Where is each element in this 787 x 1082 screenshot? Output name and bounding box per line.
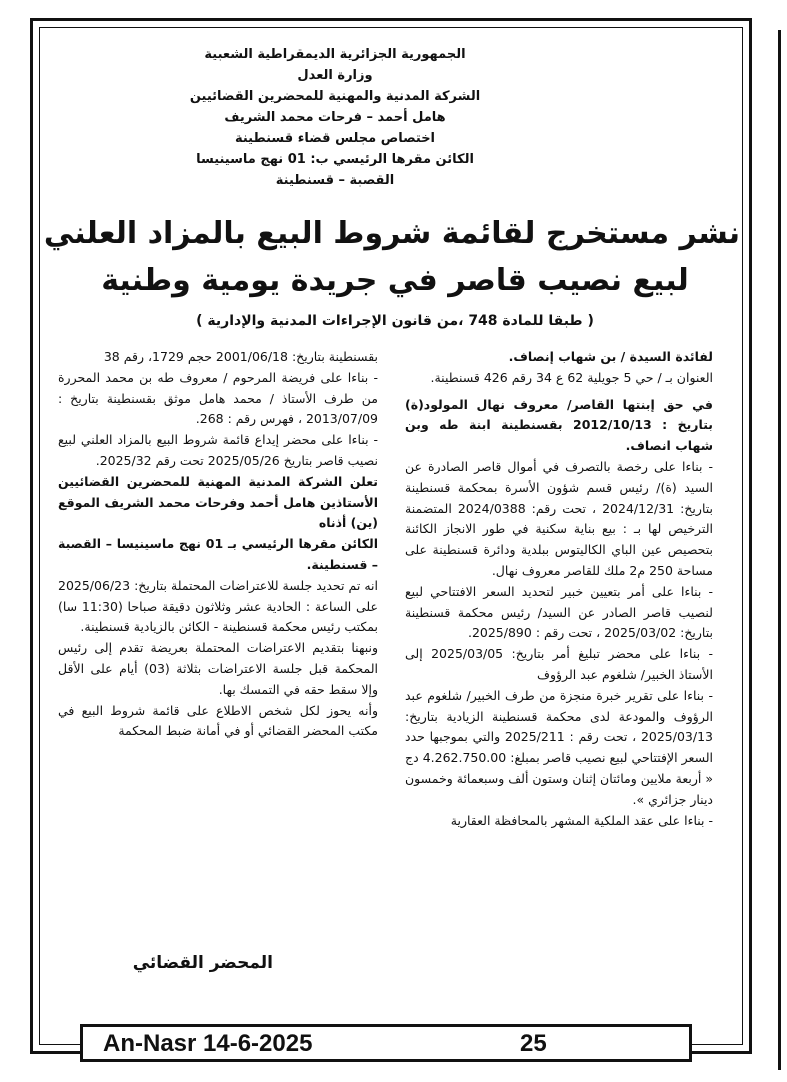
paragraph: - بناءا على فريضة المرحوم / معروف طه بن محمد المحررة من طرف الأستاذ / محمد هامل موثق بقسنطينة بتاريخ : 2013/07/09 ، فهرس رقم : 268. [58, 369, 378, 427]
paragraph: - بناءا على أمر بتعيين خبير لتحديد السعر الافتتاحي لبيع لنصيب قاصر الصادر عن السيد/ رئيس محكمة قسنطينة بتاريخ: 2025/03/02 ، تحت رقم : 2025/890. [405, 583, 713, 641]
paragraph: الكائن مقرها الرئيسي بـ 01 نهج ماسينيسا – القصبة – قسنطينة. [58, 536, 378, 572]
paragraph: - بناءا على عقد الملكية المشهر بالمحافظة العقارية [450, 812, 713, 828]
paragraph: - بناءا على رخصة بالتصرف في أموال قاصر الصادرة عن السيد (ة)/ رئيس قسم شؤون الأسرة بمحكمة قسنطينة بتاريخ: 2024/12/31 ، تحت رقم: 2024/0388 المتضمنة الترخيص لها بـ : بيع بناية سكنية في طور الانجاز الكائنة بتحصيص عين الباي الكاليتوس ببلدية ودائرة قسنطينة على مساحة 250 م2 ملك للقاصر معروف نهال. [405, 458, 713, 578]
paragraph: - بناءا على محضر تبليغ أمر بتاريخ: 2025/03/05 إلى الأستاذ الخبير/ شلغوم عبد الرؤوف [405, 646, 713, 682]
page-footer [80, 1024, 692, 1062]
paragraph: - بناءا على محضر إيداع قائمة شروط البيع بالمزاد العلني لبيع نصيب قاصر بتاريخ 2025/05/26 تحت رقم 2025/32. [58, 432, 378, 468]
adjacent-column-edge [778, 30, 787, 1070]
paragraph: ونبهنا بتقديم الاعتراضات المحتملة بعريضة تقدم إلى رئيس المحكمة قبل جلسة الاعتراضات بثلاثة (03) أيام على الأقل وإلا سقط حقه في التمسك بها. [58, 640, 378, 697]
letterhead-line: وزارة العدل [297, 68, 373, 83]
right-text-column [405, 347, 713, 831]
page-number: 25 [520, 1030, 547, 1057]
paragraph: تعلن الشركة المدنية المهنية للمحضرين القضائيين الأستاذين هامل أحمد وفرحات محمد الشريف الموقع (ين) أذناه [58, 473, 378, 531]
paragraph: العنوان بـ / حي 5 جويلية 62 ع 34 رقم 426 قسنطينة. [430, 369, 713, 385]
paragraph: انه تم تحديد جلسة للاعتراضات المحتملة بتاريخ: 2025/06/23 على الساعة : الحادية عشر وثلاثون دقيقة صباحا (11:30 سا) بمكتب رئيس محكمة قسنطينة - الكائن بالزيادية قسنطينة. [58, 577, 378, 635]
letterhead-line: الجمهورية الجزائرية الديمقراطية الشعبية [204, 47, 466, 62]
title-line-1: نشر مستخرج لقائمة شروط البيع بالمزاد العلني [43, 216, 740, 251]
bailiff-signature: المحضر القضائي [132, 953, 273, 973]
letterhead-line: اختصاص مجلس قضاء قسنطينة [234, 131, 436, 146]
title-legal-reference: ( طبقا للمادة 748 ،من قانون الإجراءات المدنية والإدارية ) [196, 313, 594, 329]
left-text-column [58, 347, 378, 742]
letterhead-line: القصبة – قسنطينة [275, 173, 395, 188]
letterhead-line: هامل أحمد – فرحات محمد الشريف [224, 110, 446, 125]
title-line-2: لبيع نصيب قاصر في جريدة يومية وطنية [101, 263, 689, 298]
newspaper-date: An-Nasr 14-6-2025 [103, 1030, 313, 1057]
paragraph: وأنه يحوز لكل شخص الاطلاع على قائمة شروط البيع في مكتب المحضر القضائي أو في أمانة ضبط المحكمة [58, 702, 378, 739]
letterhead-line: الكائن مقرها الرئيسي ب: 01 نهج ماسينيسا [196, 152, 474, 167]
paragraph: لفائدة السيدة / بن شهاب إنصاف. [508, 349, 713, 364]
paragraph: في حق إبنتها القاصر/ معروف نهال المولود(ة) بتاريخ : 2012/10/13 بقسنطينة ابنة طه وبن شهاب انصاف. [405, 396, 713, 454]
paragraph: - بناءا على تقرير خبرة منجزة من طرف الخبير/ شلغوم عبد الرؤوف والمودعة لدى محكمة قسنطينة الزيادية بتاريخ: 2025/03/13 ، تحت رقم : 2025/211 والتي بموجبها حدد السعر الإفتتاحي لبيع نصيب قاصر بمبلغ: 4.262.750.00 دج « أربعة ملايين ومائتان إثنان وستون ألف وسبعمائة وخمسون دينار جزائري ». [404, 687, 714, 807]
letterhead-line: الشركة المدنية والمهنية للمحضرين القضائيين [189, 89, 481, 104]
letterhead [120, 44, 550, 191]
paragraph: بقسنطينة بتاريخ: 2001/06/18 حجم 1729، رقم 38 [103, 349, 378, 364]
notice-title [43, 210, 740, 334]
